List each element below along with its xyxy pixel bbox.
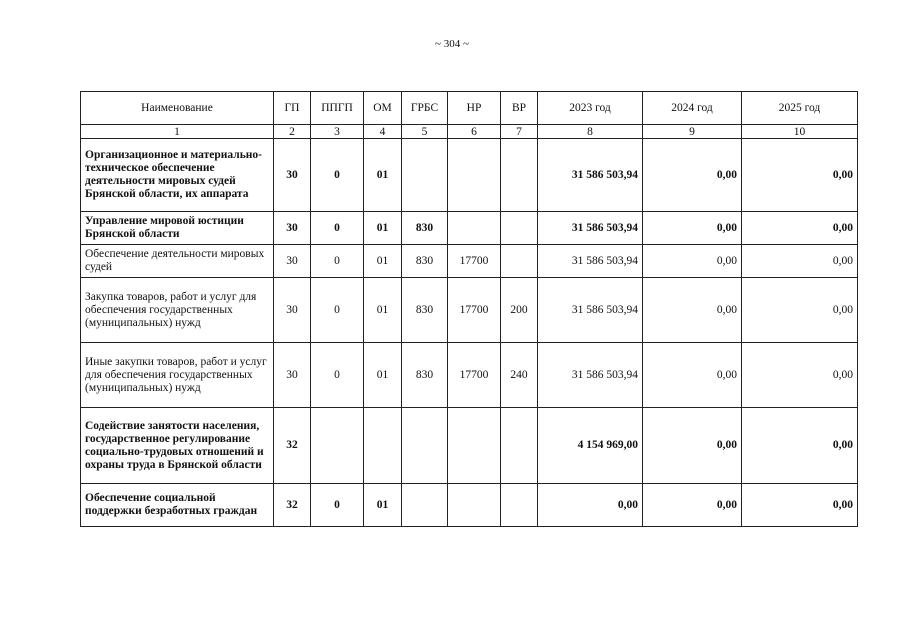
col-header-2023: 2023 год (538, 92, 643, 125)
col-header-ppgp: ППГП (311, 92, 364, 125)
cell-vr (501, 139, 538, 212)
col-header-om: ОМ (364, 92, 402, 125)
cell-ppgp: 0 (311, 212, 364, 245)
row-name: Организационное и материально-техническое обеспечение деятельности мировых судей Брянской области, их аппарата (81, 139, 274, 212)
cell-grbs (402, 408, 448, 484)
cell-grbs: 830 (402, 278, 448, 343)
cell-2023: 31 586 503,94 (538, 139, 643, 212)
cell-gp: 32 (274, 408, 311, 484)
cell-vr: 200 (501, 278, 538, 343)
cell-nr: 17700 (448, 278, 501, 343)
cell-2025: 0,00 (742, 245, 858, 278)
cell-ppgp: 0 (311, 484, 364, 527)
cell-om: 01 (364, 139, 402, 212)
col-header-2025: 2025 год (742, 92, 858, 125)
cell-gp: 30 (274, 278, 311, 343)
cell-vr (501, 212, 538, 245)
table-row (81, 245, 858, 278)
cell-2023: 31 586 503,94 (538, 343, 643, 408)
cell-om: 01 (364, 245, 402, 278)
cell-om: 01 (364, 212, 402, 245)
cell-vr (501, 245, 538, 278)
row-name: Управление мировой юстиции Брянской области (81, 212, 274, 245)
cell-vr (501, 484, 538, 527)
cell-2025: 0,00 (742, 278, 858, 343)
cell-2024: 0,00 (643, 212, 742, 245)
col-number: 10 (742, 125, 858, 139)
col-number: 7 (501, 125, 538, 139)
col-header-2024: 2024 год (643, 92, 742, 125)
cell-ppgp: 0 (311, 245, 364, 278)
header-row (81, 92, 858, 125)
col-header-vr: ВР (501, 92, 538, 125)
cell-2023: 4 154 969,00 (538, 408, 643, 484)
table-row (81, 278, 858, 343)
cell-2025: 0,00 (742, 408, 858, 484)
cell-2025: 0,00 (742, 343, 858, 408)
cell-2023: 0,00 (538, 484, 643, 527)
cell-grbs: 830 (402, 245, 448, 278)
cell-2023: 31 586 503,94 (538, 278, 643, 343)
cell-grbs (402, 139, 448, 212)
cell-ppgp: 0 (311, 343, 364, 408)
cell-2025: 0,00 (742, 139, 858, 212)
cell-om: 01 (364, 278, 402, 343)
table-row (81, 484, 858, 527)
budget-table (80, 91, 858, 527)
cell-nr: 17700 (448, 343, 501, 408)
cell-grbs: 830 (402, 212, 448, 245)
col-number: 1 (81, 125, 274, 139)
cell-vr (501, 408, 538, 484)
col-header-name: Наименование (81, 92, 274, 125)
cell-vr: 240 (501, 343, 538, 408)
col-header-nr: НР (448, 92, 501, 125)
cell-2023: 31 586 503,94 (538, 212, 643, 245)
cell-2025: 0,00 (742, 484, 858, 527)
table-row (81, 343, 858, 408)
cell-2023: 31 586 503,94 (538, 245, 643, 278)
row-name: Закупка товаров, работ и услуг для обеспечения государственных (муниципальных) нужд (81, 278, 274, 343)
col-number: 2 (274, 125, 311, 139)
col-header-gp: ГП (274, 92, 311, 125)
cell-gp: 30 (274, 245, 311, 278)
cell-nr (448, 408, 501, 484)
table-row (81, 212, 858, 245)
col-number: 5 (402, 125, 448, 139)
cell-2024: 0,00 (643, 139, 742, 212)
row-name: Иные закупки товаров, работ и услуг для обеспечения государственных (муниципальных) нужд (81, 343, 274, 408)
cell-gp: 30 (274, 343, 311, 408)
cell-gp: 30 (274, 139, 311, 212)
cell-2024: 0,00 (643, 278, 742, 343)
cell-ppgp: 0 (311, 278, 364, 343)
cell-2024: 0,00 (643, 343, 742, 408)
table-row (81, 139, 858, 212)
cell-gp: 30 (274, 212, 311, 245)
cell-om: 01 (364, 484, 402, 527)
cell-gp: 32 (274, 484, 311, 527)
page-number: ~ 304 ~ (435, 38, 469, 50)
cell-nr (448, 212, 501, 245)
col-number: 8 (538, 125, 643, 139)
cell-ppgp (311, 408, 364, 484)
cell-grbs: 830 (402, 343, 448, 408)
cell-nr (448, 139, 501, 212)
cell-2024: 0,00 (643, 245, 742, 278)
table-row (81, 408, 858, 484)
cell-2025: 0,00 (742, 212, 858, 245)
cell-nr: 17700 (448, 245, 501, 278)
row-name: Обеспечение социальной поддержки безработных граждан (81, 484, 274, 527)
col-header-grbs: ГРБС (402, 92, 448, 125)
col-number: 9 (643, 125, 742, 139)
cell-2024: 0,00 (643, 484, 742, 527)
cell-om: 01 (364, 343, 402, 408)
cell-2024: 0,00 (643, 408, 742, 484)
col-number: 6 (448, 125, 501, 139)
cell-ppgp: 0 (311, 139, 364, 212)
row-name: Содействие занятости населения, государственное регулирование социально-трудовых отношений и охраны труда в Брянской области (81, 408, 274, 484)
row-name: Обеспечение деятельности мировых судей (81, 245, 274, 278)
col-number: 3 (311, 125, 364, 139)
col-number: 4 (364, 125, 402, 139)
column-number-row (81, 125, 858, 139)
cell-nr (448, 484, 501, 527)
cell-grbs (402, 484, 448, 527)
cell-om (364, 408, 402, 484)
